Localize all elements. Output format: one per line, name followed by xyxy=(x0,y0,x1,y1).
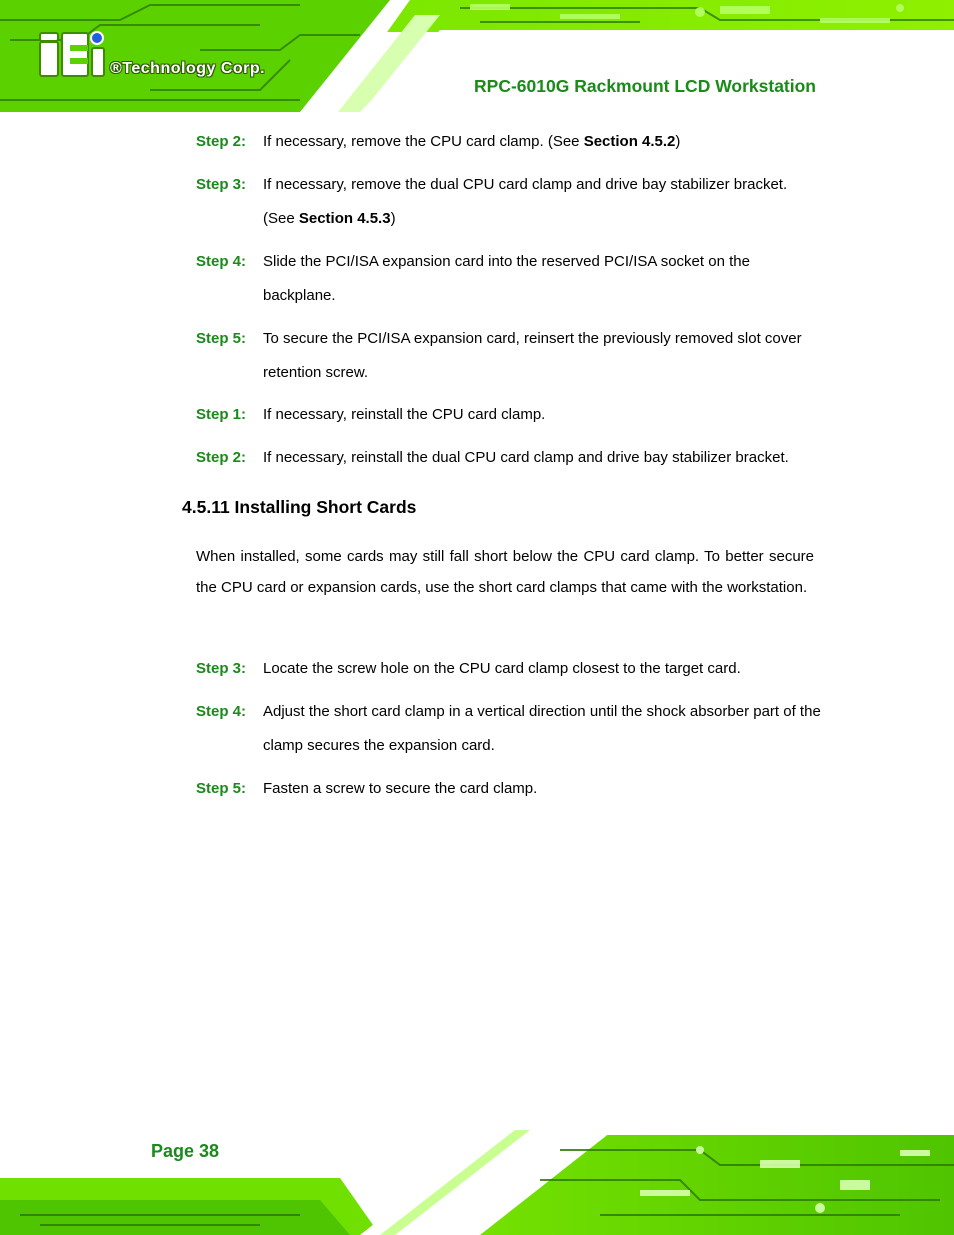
step-item xyxy=(196,772,821,806)
step-label: Step 2: xyxy=(196,133,247,150)
step-text: Locate the screw hole on the CPU card clamp closest to the target card. xyxy=(263,660,741,677)
step-text: If necessary, remove the dual CPU card clamp and drive bay stabilizer bracket. (See Section 4.5.3) xyxy=(263,176,788,227)
logo-mark-icon xyxy=(40,32,104,76)
step-text: Fasten a screw to secure the card clamp. xyxy=(263,780,538,797)
step-label: Step 5: xyxy=(196,780,247,797)
step-label: Step 5: xyxy=(196,330,247,347)
step-item xyxy=(196,441,821,475)
document-title: RPC-6010G Rackmount LCD Workstation xyxy=(474,76,816,96)
step-text: If necessary, reinstall the dual CPU card clamp and drive bay stabilizer bracket. xyxy=(263,449,789,466)
section-heading: 4.5.11 Installing Short Cards xyxy=(182,497,417,517)
logo-tagline: ®Technology Corp. xyxy=(110,60,266,77)
section-paragraph: When installed, some cards may still fall short below the CPU card clamp. To better secure the CPU card or expansion cards, use the short card clamps that came with the workstation. xyxy=(196,548,814,596)
step-item xyxy=(196,398,821,432)
step-text: If necessary, remove the CPU card clamp. (See Section 4.5.2) xyxy=(263,133,681,150)
step-item xyxy=(196,125,821,159)
step-text: Adjust the short card clamp in a vertical direction until the shock absorber part of the clamp secures the expansion card. xyxy=(263,703,821,754)
step-text: To secure the PCI/ISA expansion card, reinsert the previously removed slot cover retention screw. xyxy=(263,330,802,381)
section-reference: Section 4.5.3 xyxy=(298,210,391,227)
step-label: Step 1: xyxy=(196,406,247,423)
step-label: Step 4: xyxy=(196,703,247,720)
page-number: Page 38 xyxy=(151,1141,220,1161)
step-label: Step 3: xyxy=(196,176,247,193)
step-item xyxy=(196,168,821,236)
step-item xyxy=(196,695,821,763)
section-reference: Section 4.5.2 xyxy=(583,133,676,150)
step-label: Step 2: xyxy=(196,449,247,466)
step-item xyxy=(196,245,821,313)
step-label: Step 3: xyxy=(196,660,247,677)
step-item xyxy=(196,652,821,686)
step-text: If necessary, reinstall the CPU card clamp. xyxy=(263,406,546,423)
step-item xyxy=(196,322,821,390)
step-label: Step 4: xyxy=(196,253,247,270)
step-text: Slide the PCI/ISA expansion card into the reserved PCI/ISA socket on the backplane. xyxy=(263,253,750,304)
footer-circuit-banner xyxy=(0,1120,954,1235)
